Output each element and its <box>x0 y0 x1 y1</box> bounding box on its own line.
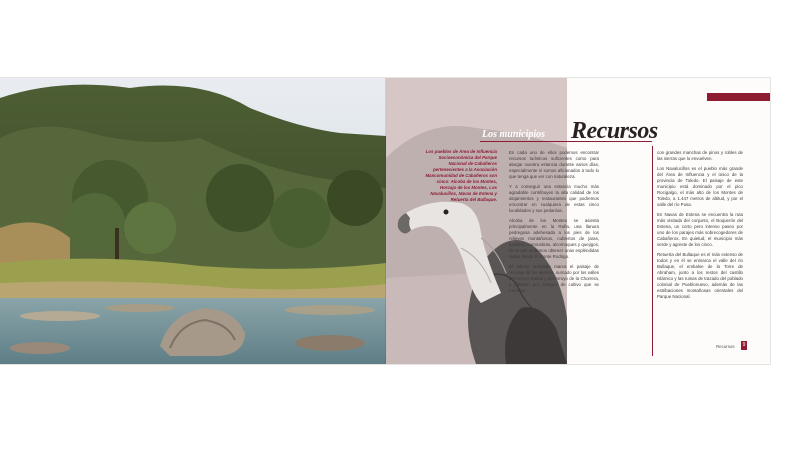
accent-bar <box>707 93 770 101</box>
paragraph: con grandes manchas de pinos y robles de las sierras que lo envuelven. <box>657 150 743 161</box>
paragraph: Alcoba de los Montes se asienta principalmente en la Raña, una llanura pedregosa adehesada a los pies de los relieves montañosos, cubiertos de jaras, enebros, cornicabras, alcornoques y quejigos, de la que podemos obtener unas espléndidas vistas desde el Monte Rodrigo. <box>509 218 599 259</box>
footer-section-label: Recursos <box>716 344 735 349</box>
paragraph: En cada uno de ellos podemos encontrar recursos turísticos suficientes como para alargar nuestra estancia durante varios días, especialmente si somos aficionados a todo lo que tenga que ver con naturaleza. <box>509 150 599 179</box>
river-landscape-photo <box>0 78 386 364</box>
text-column-1 <box>509 150 599 298</box>
page-title: Recursos <box>571 118 658 144</box>
section-heading: Los municipios <box>482 129 546 140</box>
text-column-2 <box>657 150 743 304</box>
intro-text: Los pueblos de Área de Influencia Socioeconómica del Parque Nacional de Cabañeros pertenecientes a la Asociación Mancomunidad de Cabañeros son cinco: Alcoba de los Montes, Horcajo de los Montes, Los Navalucillos, Navas de Estena y Retuerta del Bullaque. <box>425 149 497 202</box>
column-divider <box>652 146 653 356</box>
paragraph: Retuerta del Bullaque es el más extenso de todos y en él se enmarca el valle del río Bullaque, el embalse de la Torre de Abraham, junto a los restos del castillo Islámico y las ruinas de trazado del poblado colonial de Pueblonuevo, además de las estribaciones montañosas orientales del Parque Nacional. <box>657 252 743 299</box>
page-fold <box>385 78 387 364</box>
paragraph: En Navas de Estena se encuentra la ruta más visitada del conjunto, el Boquerón del Estena, un corto pero intenso paseo por uno de los parajes más sobrecogedores de Cabañeros. En quietud, el municipio más verde y agreste de los cinco. <box>657 212 743 247</box>
paragraph: Los Navalucillos es el pueblo más grande del Área de Influencia y el único de la provincia de Toledo. El paisaje de este municipio está dominado por el pico Rocigalgo, el más alto de los Montes de Toledo, a 1.447 metros de altitud, y por el valle del río Pusa. <box>657 166 743 207</box>
page-number: 9 <box>742 342 746 348</box>
paragraph: El relieve ondulado marca el paisaje de Horcajo de los Montes, surcado por los valles del Arroyo Rubial y del Arroyo de la Chorrera, y poblado por campos de cultivo que se mezclan <box>509 264 599 293</box>
paragraph: Y a conseguir una estancia mucho más agradable contribuyen la alta calidad de los alojamientos y restaurantes que podremos encontrar en cualquiera de estas cinco localidades y sus pedanías. <box>509 184 599 213</box>
